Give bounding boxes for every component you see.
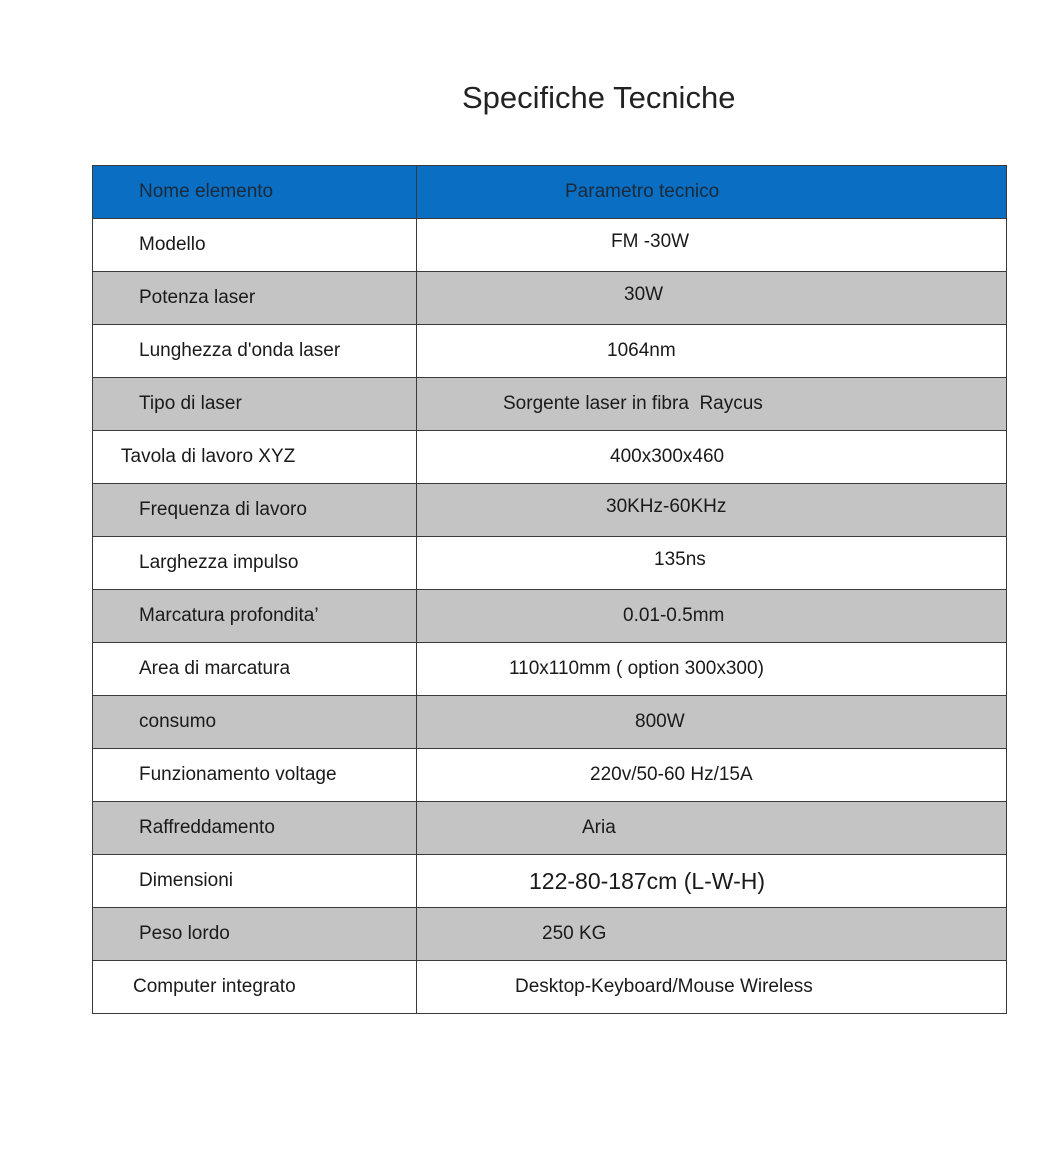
row-value-cell [417,696,1007,749]
table-row [93,325,1007,378]
row-value-label: Aria [582,817,616,838]
row-value-cell [417,749,1007,802]
row-name-label: Computer integrato [133,976,296,997]
row-name-cell [93,325,417,378]
row-value-cell [417,908,1007,961]
header-value-cell [417,166,1007,219]
row-value-label: 122-80-187cm (L-W-H) [529,867,766,894]
row-name-label: consumo [139,711,217,732]
table-row [93,378,1007,431]
table-row [93,643,1007,696]
table-row [93,749,1007,802]
row-name-cell [93,219,417,272]
row-name-label: Raffreddamento [139,817,275,838]
table-row [93,961,1007,1014]
row-name-cell [93,590,417,643]
header-name-label: Nome elemento [139,181,274,202]
row-name-label: Frequenza di lavoro [139,499,307,520]
row-name-label: Potenza laser [139,287,256,308]
row-value-cell [417,855,1007,908]
row-name-label: Dimensioni [139,870,233,891]
row-value-cell [417,537,1007,590]
row-name-cell [93,802,417,855]
table-row [93,484,1007,537]
row-value-label: 400x300x460 [610,446,725,467]
row-name-cell [93,855,417,908]
row-name-cell [93,431,417,484]
row-value-cell [417,802,1007,855]
row-name-cell [93,696,417,749]
table-row [93,908,1007,961]
header-value-label: Parametro tecnico [565,181,720,202]
row-value-label: 250 KG [542,923,607,944]
header-name-cell [93,166,417,219]
row-value-cell [417,325,1007,378]
row-value-label: FM -30W [611,231,690,252]
table-row [93,272,1007,325]
row-value-cell [417,272,1007,325]
row-value-label: 30KHz-60KHz [606,496,727,517]
row-value-cell [417,431,1007,484]
row-name-cell [93,908,417,961]
row-value-cell [417,378,1007,431]
row-value-label: 110x110mm ( option 300x300) [509,658,764,679]
row-name-cell [93,961,417,1014]
table-row [93,537,1007,590]
row-value-cell [417,484,1007,537]
table-header-row [93,166,1007,219]
row-value-label: 1064nm [607,340,676,361]
row-name-cell [93,378,417,431]
row-name-label: Area di marcatura [139,658,291,679]
row-value-cell [417,590,1007,643]
row-name-label: Marcatura profondita’ [139,605,319,626]
row-name-label: Modello [139,234,206,255]
row-value-label: Sorgente laser in fibra Raycus [503,393,763,414]
row-name-cell [93,484,417,537]
row-value-label: 135ns [654,549,706,570]
page-title: Specifiche Tecniche [462,80,736,115]
row-value-label: 800W [635,711,685,732]
row-value-label: 0.01-0.5mm [623,605,725,626]
row-name-label: Lunghezza d'onda laser [139,340,341,361]
row-name-cell [93,272,417,325]
row-name-label: Larghezza impulso [139,552,299,573]
row-name-label: Peso lordo [139,923,230,944]
table-row [93,431,1007,484]
row-name-cell [93,537,417,590]
row-name-label: Tavola di lavoro XYZ [121,446,296,467]
row-name-label: Funzionamento voltage [139,764,337,785]
row-name-cell [93,643,417,696]
row-value-cell [417,961,1007,1014]
row-value-cell [417,219,1007,272]
row-name-cell [93,749,417,802]
table-row [93,802,1007,855]
row-value-cell [417,643,1007,696]
spec-table [92,165,1007,1014]
table-row [93,855,1007,908]
table-row [93,696,1007,749]
table-row [93,590,1007,643]
row-value-label: Desktop-Keyboard/Mouse Wireless [515,976,813,997]
row-value-label: 220v/50-60 Hz/15A [590,764,753,785]
row-value-label: 30W [624,284,664,305]
row-name-label: Tipo di laser [139,393,242,414]
table-row [93,219,1007,272]
